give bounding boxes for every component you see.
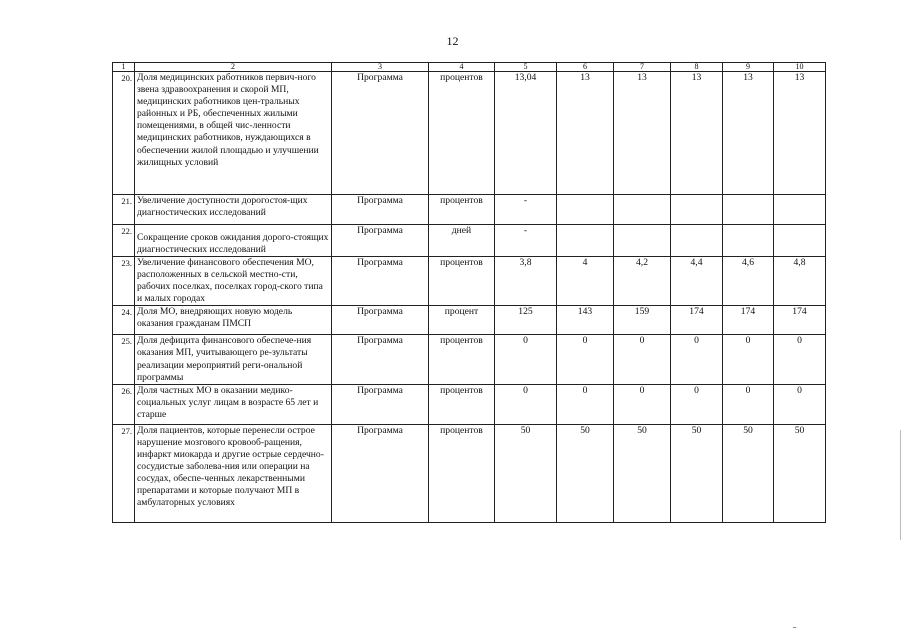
- indicator-value: 0: [495, 384, 557, 424]
- indicator-value: 4,2: [614, 257, 671, 306]
- indicator-value: 0: [671, 335, 723, 384]
- row-number: 26.: [113, 384, 135, 424]
- scan-edge-mark: [900, 430, 901, 540]
- indicator-value: [557, 195, 614, 225]
- indicator-value: 0: [671, 384, 723, 424]
- table-row: [113, 384, 826, 424]
- indicator-value: [774, 225, 826, 257]
- indicator-value: 159: [614, 306, 671, 335]
- header-cell: 9: [723, 63, 774, 72]
- indicator-value: 4,6: [723, 257, 774, 306]
- indicator-value: 0: [614, 384, 671, 424]
- indicator-value: -: [495, 225, 557, 257]
- table-row: [113, 257, 826, 306]
- indicators-table: [112, 62, 826, 523]
- indicator-value: 0: [614, 335, 671, 384]
- indicator-value: 0: [557, 335, 614, 384]
- row-number: 24.: [113, 306, 135, 335]
- indicator-value: 50: [495, 424, 557, 522]
- header-cell: 4: [429, 63, 495, 72]
- row-number: 23.: [113, 257, 135, 306]
- row-number: 22.: [113, 225, 135, 257]
- header-cell: 2: [135, 63, 332, 72]
- table-row: [113, 424, 826, 522]
- header-cell: 1: [113, 63, 135, 72]
- indicator-unit: процентов: [429, 257, 495, 306]
- indicator-unit: процентов: [429, 424, 495, 522]
- table-row: [113, 306, 826, 335]
- indicator-source: Программа: [332, 306, 429, 335]
- indicator-value: -: [495, 195, 557, 225]
- indicator-value: 50: [614, 424, 671, 522]
- indicator-name: Сокращение сроков ожидания дорого-стоящих диагностических исследований: [135, 225, 332, 257]
- indicator-value: [614, 225, 671, 257]
- header-cell: 6: [557, 63, 614, 72]
- indicator-value: 4: [557, 257, 614, 306]
- indicator-source: Программа: [332, 225, 429, 257]
- indicator-source: Программа: [332, 195, 429, 225]
- scan-dot-mark: [793, 627, 796, 628]
- indicator-value: 3,8: [495, 257, 557, 306]
- indicator-unit: процентов: [429, 384, 495, 424]
- header-cell: 5: [495, 63, 557, 72]
- indicator-name: Доля медицинских работников первич-ного звена здравоохранения и скорой МП, медицинских работников цен-тральных районных и РБ, обеспеченных жилыми помещениями, в общей чис-ленности медицинских работников, нуждающихся в обеспечении жилой площадью и улучшении жилищных условий: [135, 72, 332, 195]
- indicator-source: Программа: [332, 335, 429, 384]
- indicator-unit: процент: [429, 306, 495, 335]
- indicator-value: 13: [774, 72, 826, 195]
- indicator-value: 4,4: [671, 257, 723, 306]
- indicator-value: 4,8: [774, 257, 826, 306]
- header-cell: 3: [332, 63, 429, 72]
- indicator-value: 13: [671, 72, 723, 195]
- indicator-value: 50: [557, 424, 614, 522]
- indicator-unit: процентов: [429, 195, 495, 225]
- table-row: [113, 72, 826, 195]
- indicator-value: 0: [723, 335, 774, 384]
- indicator-name: Доля пациентов, которые перенесли острое нарушение мозгового кровооб-ращения, инфаркт миокарда и другие острые сердечно-сосудистые заболева-ния или операции на сосудах, обеспе-ченных лекарственными препаратами и которые получают МП в амбулаторных условиях: [135, 424, 332, 522]
- indicator-name: Увеличение доступности дорогостоя-щих диагностических исследований: [135, 195, 332, 225]
- indicator-value: 0: [723, 384, 774, 424]
- indicator-value: 0: [774, 384, 826, 424]
- indicator-source: Программа: [332, 384, 429, 424]
- table-row: [113, 225, 826, 257]
- indicator-value: 174: [671, 306, 723, 335]
- indicator-value: 0: [557, 384, 614, 424]
- row-number: 20.: [113, 72, 135, 195]
- row-number: 21.: [113, 195, 135, 225]
- indicator-unit: процентов: [429, 72, 495, 195]
- indicator-value: 50: [774, 424, 826, 522]
- indicator-source: Программа: [332, 257, 429, 306]
- indicator-unit: процентов: [429, 335, 495, 384]
- row-number: 25.: [113, 335, 135, 384]
- indicator-value: 0: [774, 335, 826, 384]
- row-number: 27.: [113, 424, 135, 522]
- indicator-value: 13: [723, 72, 774, 195]
- indicator-value: 174: [774, 306, 826, 335]
- indicator-name: Доля дефицита финансового обеспече-ния оказания МП, учитывающего ре-зультаты реализации мероприятий реги-ональной программы: [135, 335, 332, 384]
- table-row: [113, 195, 826, 225]
- indicator-source: Программа: [332, 72, 429, 195]
- header-cell: 8: [671, 63, 723, 72]
- indicator-value: [557, 225, 614, 257]
- indicator-value: 13: [557, 72, 614, 195]
- indicator-name: Доля частных МО в оказании медико-социальных услуг лицам в возрасте 65 лет и старше: [135, 384, 332, 424]
- indicator-value: 50: [671, 424, 723, 522]
- indicator-value: [671, 225, 723, 257]
- indicator-value: [774, 195, 826, 225]
- indicator-name: Доля МО, внедряющих новую модель оказания гражданам ПМСП: [135, 306, 332, 335]
- header-cell: 7: [614, 63, 671, 72]
- header-cell: 10: [774, 63, 826, 72]
- indicator-value: 125: [495, 306, 557, 335]
- indicator-value: 13: [614, 72, 671, 195]
- indicator-value: 50: [723, 424, 774, 522]
- indicator-value: [671, 195, 723, 225]
- header-row: [113, 63, 826, 72]
- indicator-name: Увеличение финансового обеспечения МО, расположенных в сельской местно-сти, рабочих поселках, поселках город-ского типа и малых городах: [135, 257, 332, 306]
- indicator-value: [723, 225, 774, 257]
- indicator-value: [614, 195, 671, 225]
- table-row: [113, 335, 826, 384]
- page-number: 12: [446, 34, 459, 48]
- indicator-value: 143: [557, 306, 614, 335]
- indicator-unit: дней: [429, 225, 495, 257]
- indicator-value: [723, 195, 774, 225]
- indicator-value: 174: [723, 306, 774, 335]
- indicator-value: 13,04: [495, 72, 557, 195]
- indicator-source: Программа: [332, 424, 429, 522]
- indicator-value: 0: [495, 335, 557, 384]
